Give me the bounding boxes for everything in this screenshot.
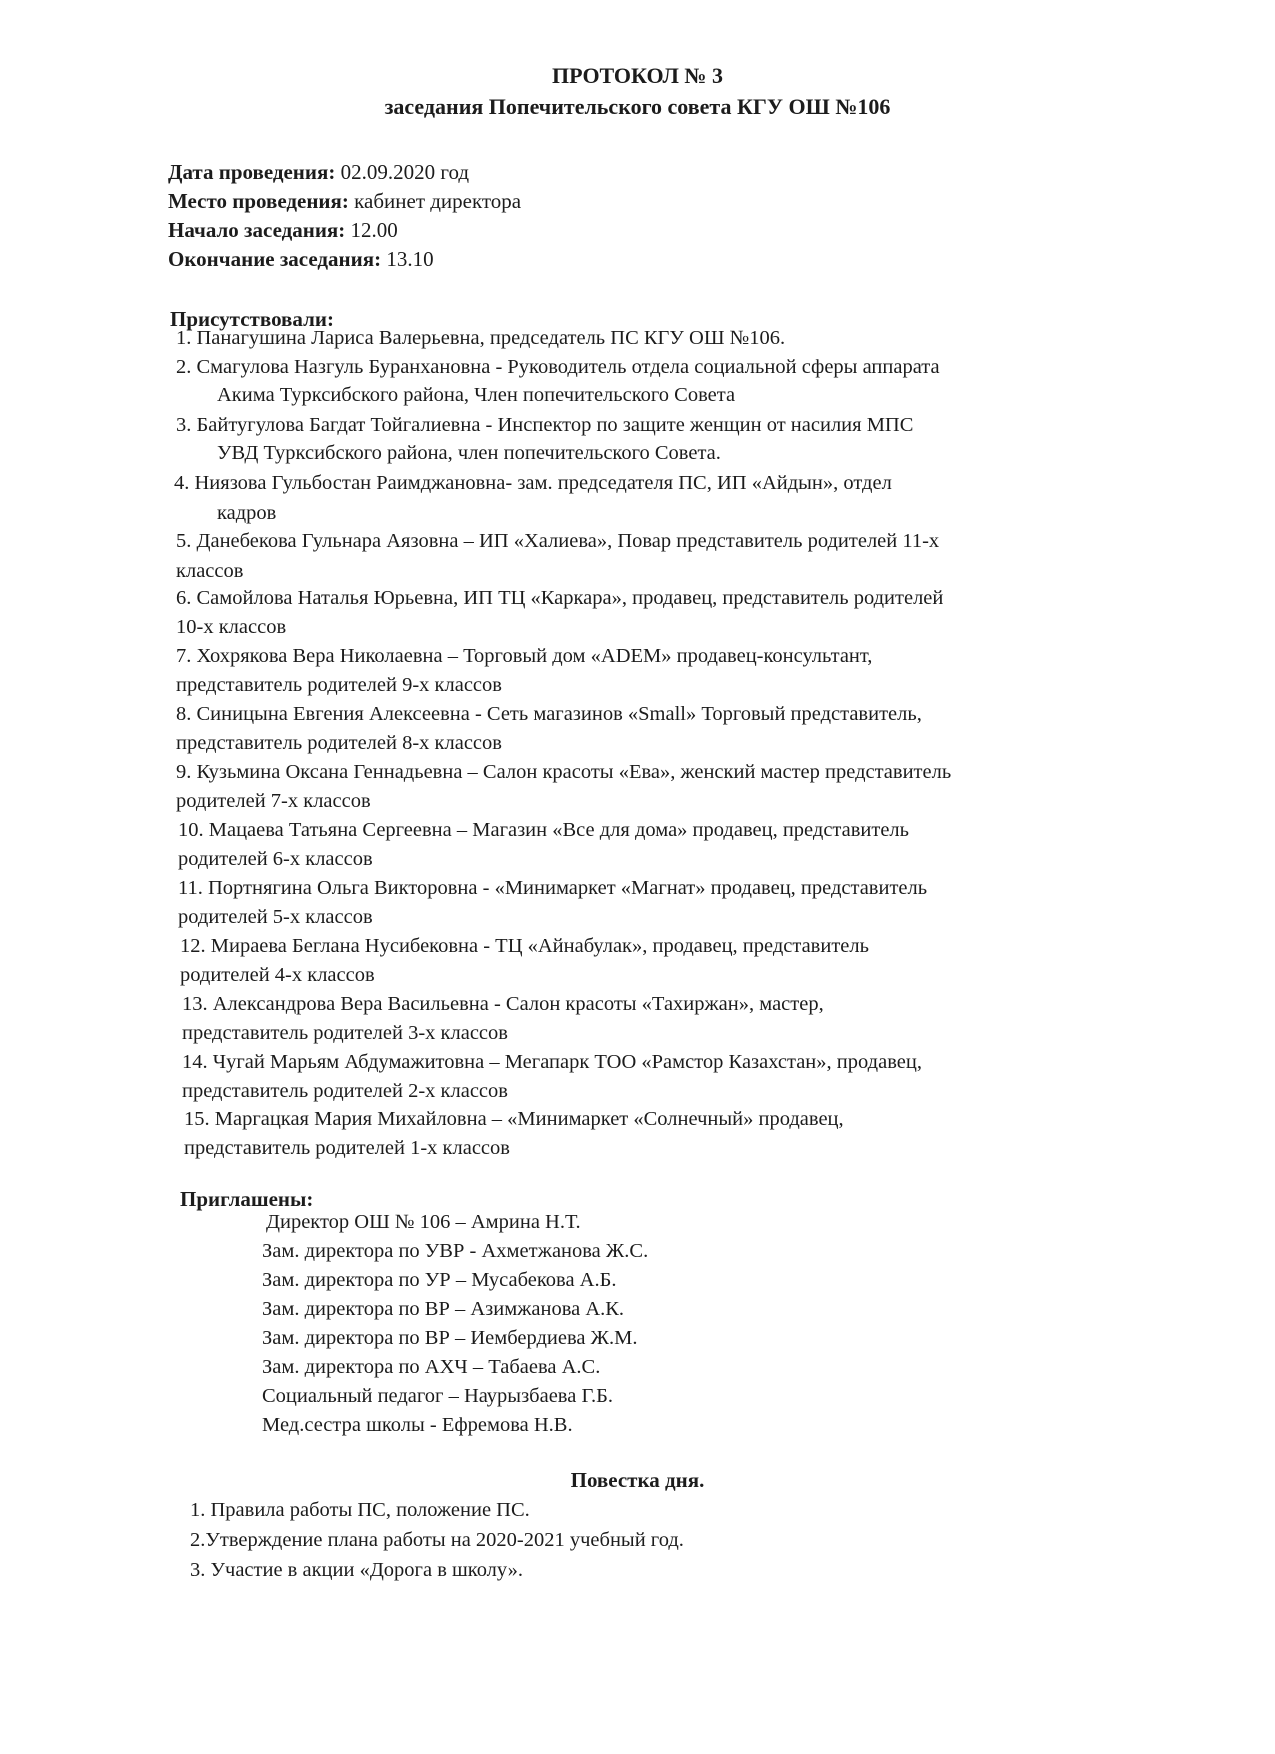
invited-item: Зам. директора по УР – Мусабекова А.Б. — [262, 1269, 617, 1291]
document-subtitle: заседания Попечительского совета КГУ ОШ №106 — [384, 94, 891, 119]
agenda-heading: Повестка дня. — [570, 1468, 705, 1492]
meta-place — [168, 189, 521, 214]
agenda-item: 1. Правила работы ПС, положение ПС. — [190, 1499, 530, 1521]
invited-item: Зам. директора по УВР - Ахметжанова Ж.С. — [262, 1240, 649, 1262]
attendee-6-cont: 10-х классов — [176, 616, 287, 638]
attendee-10-cont: родителей 6-х классов — [178, 848, 373, 870]
invited-item: Социальный педагог – Наурызбаева Г.Б. — [262, 1385, 614, 1407]
attendee-1: 1. Панагушина Лариса Валерьевна, председатель ПС КГУ ОШ №106. — [176, 327, 786, 349]
meta-label: Окончание заседания: — [168, 247, 382, 271]
meta-value: 12.00 — [350, 218, 398, 242]
attendee-15-cont: представитель родителей 1-х классов — [184, 1137, 510, 1159]
attendee-8: 8. Синицына Евгения Алексеевна - Сеть магазинов «Small» Торговый представитель, — [176, 703, 922, 725]
meta-label: Место проведения: — [168, 189, 349, 213]
attendee-8-cont: представитель родителей 8-х классов — [176, 732, 502, 754]
meta-value: кабинет директора — [354, 189, 522, 213]
attendee-5-cont: классов — [176, 560, 244, 582]
agenda-item: 2.Утверждение плана работы на 2020-2021 учебный год. — [190, 1529, 684, 1551]
attendee-3: 3. Байтугулова Багдат Тойгалиевна - Инспектор по защите женщин от насилия МПС — [176, 414, 914, 436]
meta-value: 02.09.2020 год — [340, 160, 470, 184]
attendee-3-cont: УВД Турксибского района, член попечительского Совета. — [217, 442, 721, 464]
invited-item: Директор ОШ № 106 – Амрина Н.Т. — [266, 1211, 581, 1233]
attendee-12: 12. Мираева Беглана Нусибековна - ТЦ «Айнабулак», продавец, представитель — [180, 935, 869, 957]
meta-value: 13.10 — [386, 247, 434, 271]
invited-item: Зам. директора по ВР – Азимжанова А.К. — [262, 1298, 625, 1320]
agenda-item: 3. Участие в акции «Дорога в школу». — [190, 1559, 524, 1581]
meta-label: Начало заседания: — [168, 218, 346, 242]
attended-heading: Присутствовали: — [170, 307, 334, 331]
attendee-4: 4. Ниязова Гульбостан Раимджановна- зам. председателя ПС, ИП «Айдын», отдел — [174, 472, 892, 494]
attendee-11: 11. Портнягина Ольга Викторовна - «Минимаркет «Магнат» продавец, представитель — [178, 877, 928, 899]
meta-date — [168, 160, 469, 185]
attendee-9-cont: родителей 7-х классов — [176, 790, 371, 812]
attendee-6: 6. Самойлова Наталья Юрьевна, ИП ТЦ «Каркара», продавец, представитель родителей — [176, 587, 944, 609]
attendee-13: 13. Александрова Вера Васильевна - Салон красоты «Тахиржан», мастер, — [182, 993, 824, 1015]
attendee-14: 14. Чугай Марьям Абдумажитовна – Мегапарк ТОО «Рамстор Казахстан», продавец, — [182, 1051, 922, 1073]
attendee-11-cont: родителей 5-х классов — [178, 906, 373, 928]
attendee-15: 15. Маргацкая Мария Михайловна – «Минимаркет «Солнечный» продавец, — [184, 1108, 844, 1130]
attendee-4-cont: кадров — [217, 502, 277, 524]
attendee-13-cont: представитель родителей 3-х классов — [182, 1022, 508, 1044]
attendee-7-cont: представитель родителей 9-х классов — [176, 674, 502, 696]
attendee-9: 9. Кузьмина Оксана Геннадьевна – Салон красоты «Ева», женский мастер представитель — [176, 761, 952, 783]
attendee-10: 10. Мацаева Татьяна Сергеевна – Магазин «Все для дома» продавец, представитель — [178, 819, 910, 841]
attendee-14-cont: представитель родителей 2-х классов — [182, 1080, 508, 1102]
attendee-5: 5. Данебекова Гульнара Аязовна – ИП «Халиева», Повар представитель родителей 11-х — [176, 530, 940, 552]
invited-item: Зам. директора по ВР – Иембердиева Ж.М. — [262, 1327, 638, 1349]
meta-label: Дата проведения: — [168, 160, 336, 184]
invited-item: Зам. директора по АХЧ – Табаева А.С. — [262, 1356, 601, 1378]
invited-heading: Приглашены: — [180, 1187, 314, 1211]
attendee-7: 7. Хохрякова Вера Николаевна – Торговый дом «ADEM» продавец-консультант, — [176, 645, 873, 667]
attendee-12-cont: родителей 4-х классов — [180, 964, 375, 986]
invited-item: Мед.сестра школы - Ефремова Н.В. — [262, 1414, 573, 1436]
attendee-2: 2. Смагулова Назгуль Буранхановна - Руководитель отдела социальной сферы аппарата — [176, 356, 940, 378]
meta-start — [168, 218, 398, 243]
document-title: ПРОТОКОЛ № 3 — [552, 63, 723, 88]
attendee-2-cont: Акима Турксибского района, Член попечительского Совета — [217, 384, 736, 406]
meta-end — [168, 247, 434, 272]
